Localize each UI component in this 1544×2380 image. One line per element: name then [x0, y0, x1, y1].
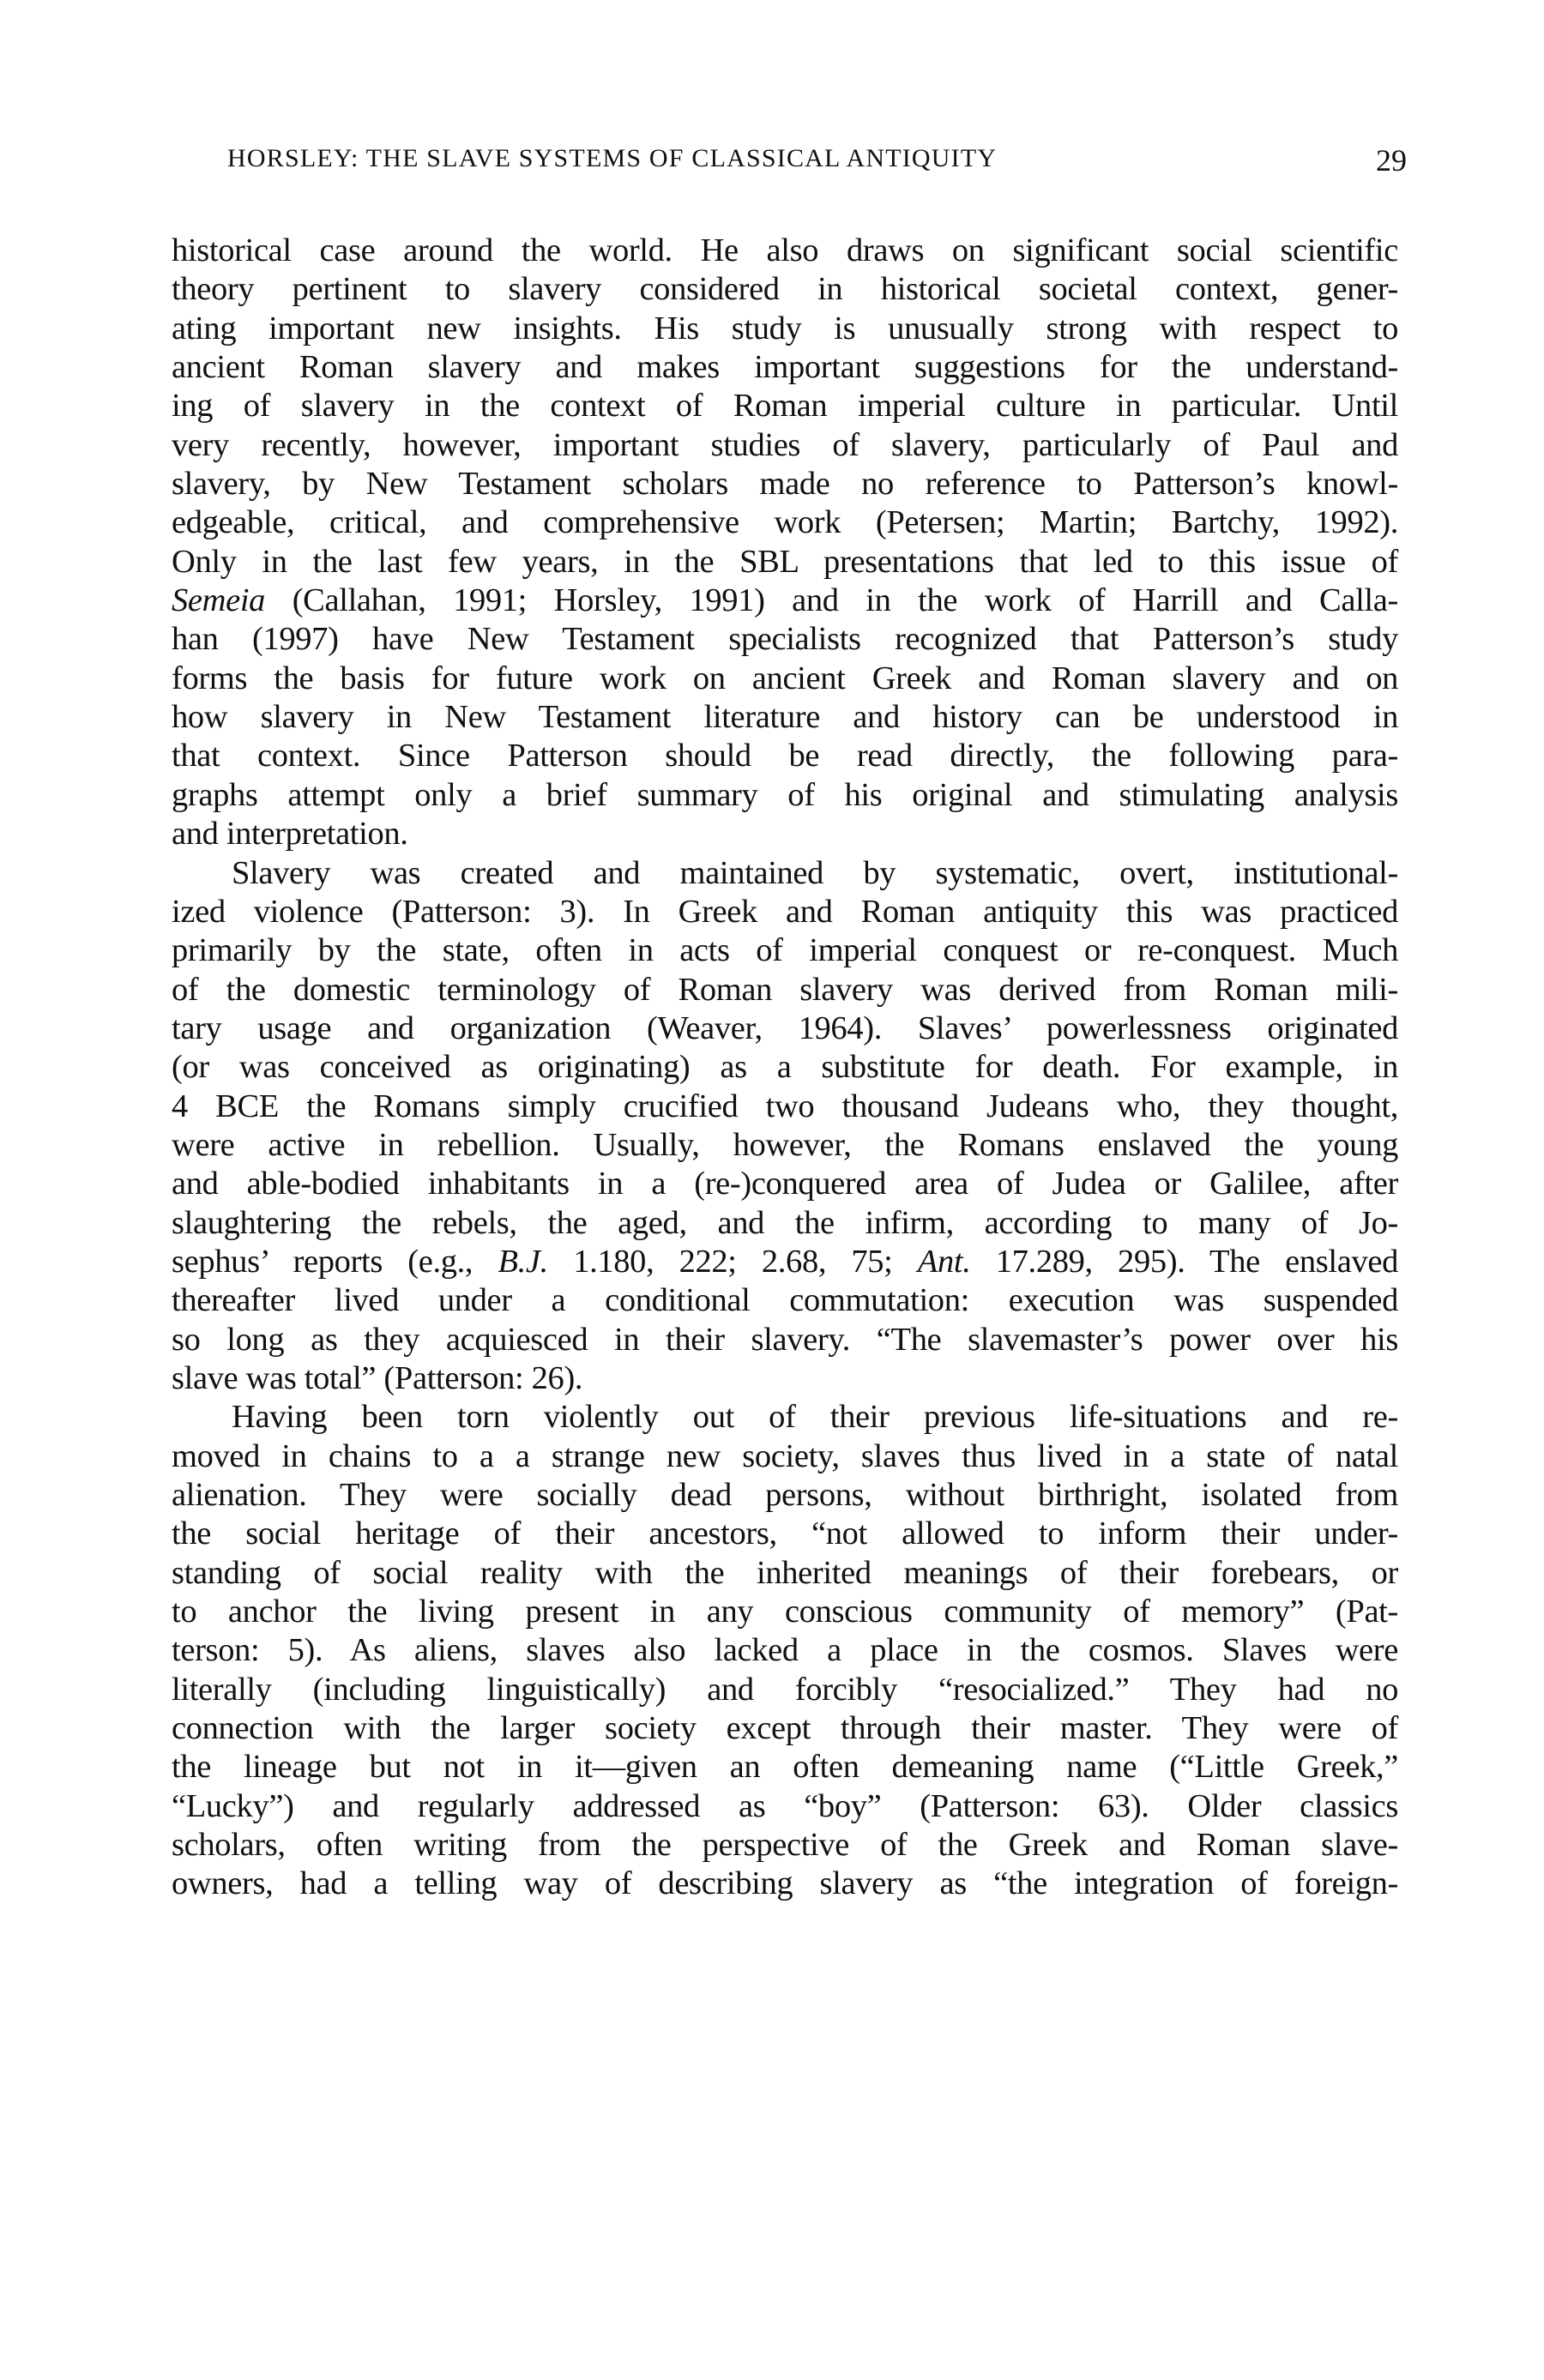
text-line: connection with the larger society except through their master. They were of: [172, 1710, 1398, 1747]
text-line: were active in rebellion. Usually, however, the Romans enslaved the young: [172, 1126, 1398, 1163]
text-line: Having been torn violently out of their previous life-situations and re-: [232, 1399, 1398, 1436]
text-line: tary usage and organization (Weaver, 1964). Slaves’ powerlessness originated: [172, 1009, 1398, 1046]
text-line: ancient Roman slavery and makes important suggestions for the understand-: [172, 349, 1398, 386]
text-line: owners, had a telling way of describing slavery as “the integration of foreign-: [172, 1865, 1398, 1902]
text-line: primarily by the state, often in acts of imperial conquest or re-conquest. Much: [172, 932, 1398, 969]
text-line: graphs attempt only a brief summary of his original and stimulating analysis: [172, 776, 1398, 813]
running-title: HORSLEY: THE SLAVE SYSTEMS OF CLASSICAL ANTIQUITY: [227, 144, 998, 172]
text-line: historical case around the world. He also draws on significant social scientific: [172, 232, 1398, 268]
text-line: thereafter lived under a conditional commutation: execution was suspended: [172, 1282, 1398, 1319]
text-line: to anchor the living present in any conscious community of memory” (Pat-: [172, 1594, 1398, 1630]
text-line: alienation. They were socially dead persons, without birthright, isolated from: [172, 1477, 1398, 1513]
text-line: han (1997) have New Testament specialists recognized that Patterson’s study: [172, 621, 1398, 658]
journal-title-semeia: Semeia: [172, 582, 266, 619]
text-line: the social heritage of their ancestors, “not allowed to inform their under-: [172, 1515, 1398, 1552]
text-line: theory pertinent to slavery considered in historical societal context, gener-: [172, 271, 1398, 308]
text-line: so long as they acquiesced in their slavery. “The slavemaster’s power over his: [172, 1321, 1398, 1358]
text-line: ating important new insights. His study is unusually strong with respect to: [172, 310, 1398, 346]
text-line: how slavery in New Testament literature and history can be understood in: [172, 699, 1398, 736]
citation-ant: Ant.: [917, 1243, 971, 1280]
text-line: the lineage but not in it—given an often demeaning name (“Little Greek,”: [172, 1749, 1398, 1786]
text-span: sephus’ reports (e.g.,: [172, 1243, 498, 1280]
paragraph-3: [172, 1398, 1398, 1903]
text-line: ing of slavery in the context of Roman imperial culture in particular. Until: [172, 388, 1398, 425]
text-line: slave was total” (Patterson: 26).: [172, 1359, 583, 1396]
text-line: Only in the last few years, in the SBL presentations that led to this issue of: [172, 543, 1398, 580]
text-line: of the domestic terminology of Roman slavery was derived from Roman mili-: [172, 971, 1398, 1008]
text-line: “Lucky”) and regularly addressed as “boy” (Patterson: 63). Older classics: [172, 1787, 1398, 1824]
text-line: edgeable, critical, and comprehensive work (Petersen; Martin; Bartchy, 1992).: [172, 504, 1398, 541]
text-line: slavery, by New Testament scholars made no reference to Patterson’s knowl-: [172, 466, 1398, 503]
paragraph-1: [172, 232, 1398, 854]
text-line: that context. Since Patterson should be read directly, the following para-: [172, 738, 1398, 774]
text-line: 4 BCE the Romans simply crucified two thousand Judeans who, they thought,: [172, 1088, 1398, 1124]
text-line: standing of social reality with the inherited meanings of their forebears, or: [172, 1554, 1398, 1591]
running-header: [172, 137, 1407, 180]
text-line: [172, 581, 1398, 620]
text-line: and able-bodied inhabitants in a (re-)conquered area of Judea or Galilee, after: [172, 1166, 1398, 1202]
page-number: 29: [1376, 143, 1407, 178]
text-span: 17.289, 295). The enslaved: [970, 1243, 1399, 1280]
text-line: very recently, however, important studies of slavery, particularly of Paul and: [172, 426, 1398, 463]
text-line: forms the basis for future work on ancient Greek and Roman slavery and on: [172, 660, 1398, 696]
text-line: ized violence (Patterson: 3). In Greek and Roman antiquity this was practiced: [172, 893, 1398, 930]
text-line: (or was conceived as originating) as a substitute for death. For example, in: [172, 1049, 1398, 1086]
body-text: [172, 232, 1398, 1904]
text-line: and interpretation.: [172, 816, 408, 853]
text-line: slaughtering the rebels, the aged, and the infirm, according to many of Jo-: [172, 1204, 1398, 1241]
text-line: literally (including linguistically) and forcibly “resocialized.” They had no: [172, 1671, 1398, 1708]
paragraph-2: [172, 854, 1398, 1399]
text-line: moved in chains to a a strange new society, slaves thus lived in a state of natal: [172, 1437, 1398, 1474]
text-line: scholars, often writing from the perspective of the Greek and Roman slave-: [172, 1827, 1398, 1864]
text-span: 1.180, 222; 2.68, 75;: [547, 1243, 918, 1280]
text-line: [172, 1243, 1398, 1281]
text-line: Slavery was created and maintained by systematic, overt, institutional-: [232, 854, 1398, 891]
text-span: (Callahan, 1991; Horsley, 1991) and in the work of Harrill and Calla-: [265, 582, 1398, 619]
citation-bj: B.J.: [498, 1243, 548, 1280]
text-line: terson: 5). As aliens, slaves also lacked a place in the cosmos. Slaves were: [172, 1632, 1398, 1669]
